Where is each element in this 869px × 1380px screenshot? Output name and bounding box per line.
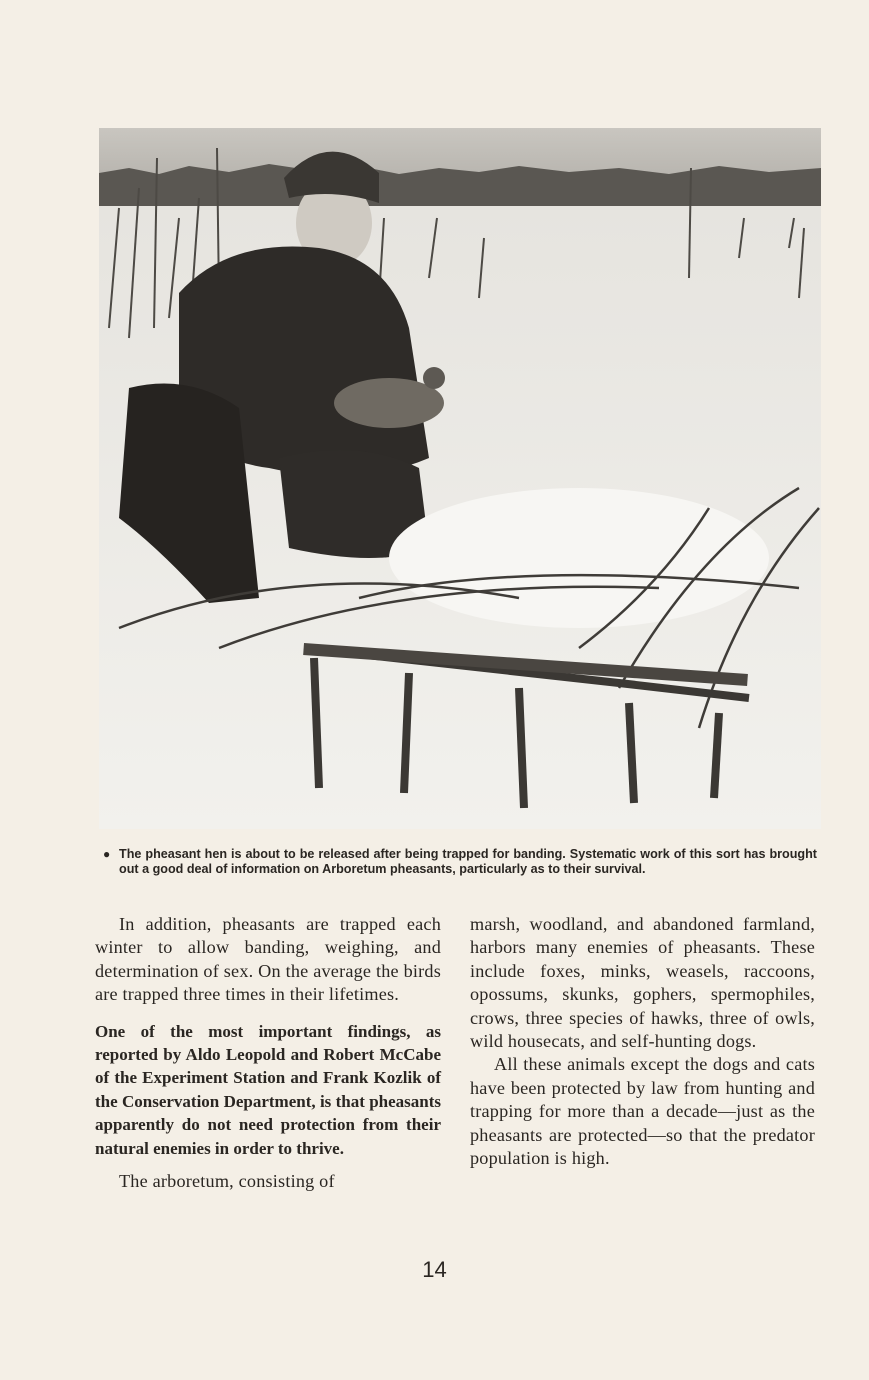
pheasant-release-photo <box>99 128 821 829</box>
paragraph-arboretum-start: The arboretum, consisting of <box>119 1171 335 1192</box>
photo-illustration <box>99 128 821 829</box>
paragraph-trapping: In addition, pheasants are trapped each winter to allow banding, weighing, and determination of sex. On the average the birds are trapped three times in their lifetimes. <box>95 914 441 1005</box>
paragraph-findings: One of the most important findings, as reported by Aldo Leopold and Robert McCabe of the Experiment Station and Frank Kozlik of the Conservation Department, is that pheasants apparently do not need protection from their natural enemies in order to thrive. <box>95 1021 441 1158</box>
bullet-icon: ● <box>103 847 111 861</box>
page-number: 14 <box>422 1257 447 1282</box>
photo-caption <box>103 847 817 877</box>
left-column <box>95 913 441 1193</box>
caption-text: The pheasant hen is about to be released after being trapped for banding. Systematic work of this sort has brought out a good deal of information on Arboretum pheasants, particularly as to their survival. <box>119 847 817 876</box>
paragraph-enemies: marsh, woodland, and abandoned farmland, harbors many enemies of pheasants. These include foxes, minks, weasels, raccoons, opossums, skunks, gophers, spermophiles, crows, three species of hawks, three of owls, wild housecats, and self-hunting dogs. <box>470 914 815 1052</box>
paragraph-protection: All these animals except the dogs and cats have been protected by law from hunting and trapping for more than a decade—just as the pheasants are protected—so that the predator population is high. <box>470 1054 815 1169</box>
right-column <box>470 913 815 1170</box>
